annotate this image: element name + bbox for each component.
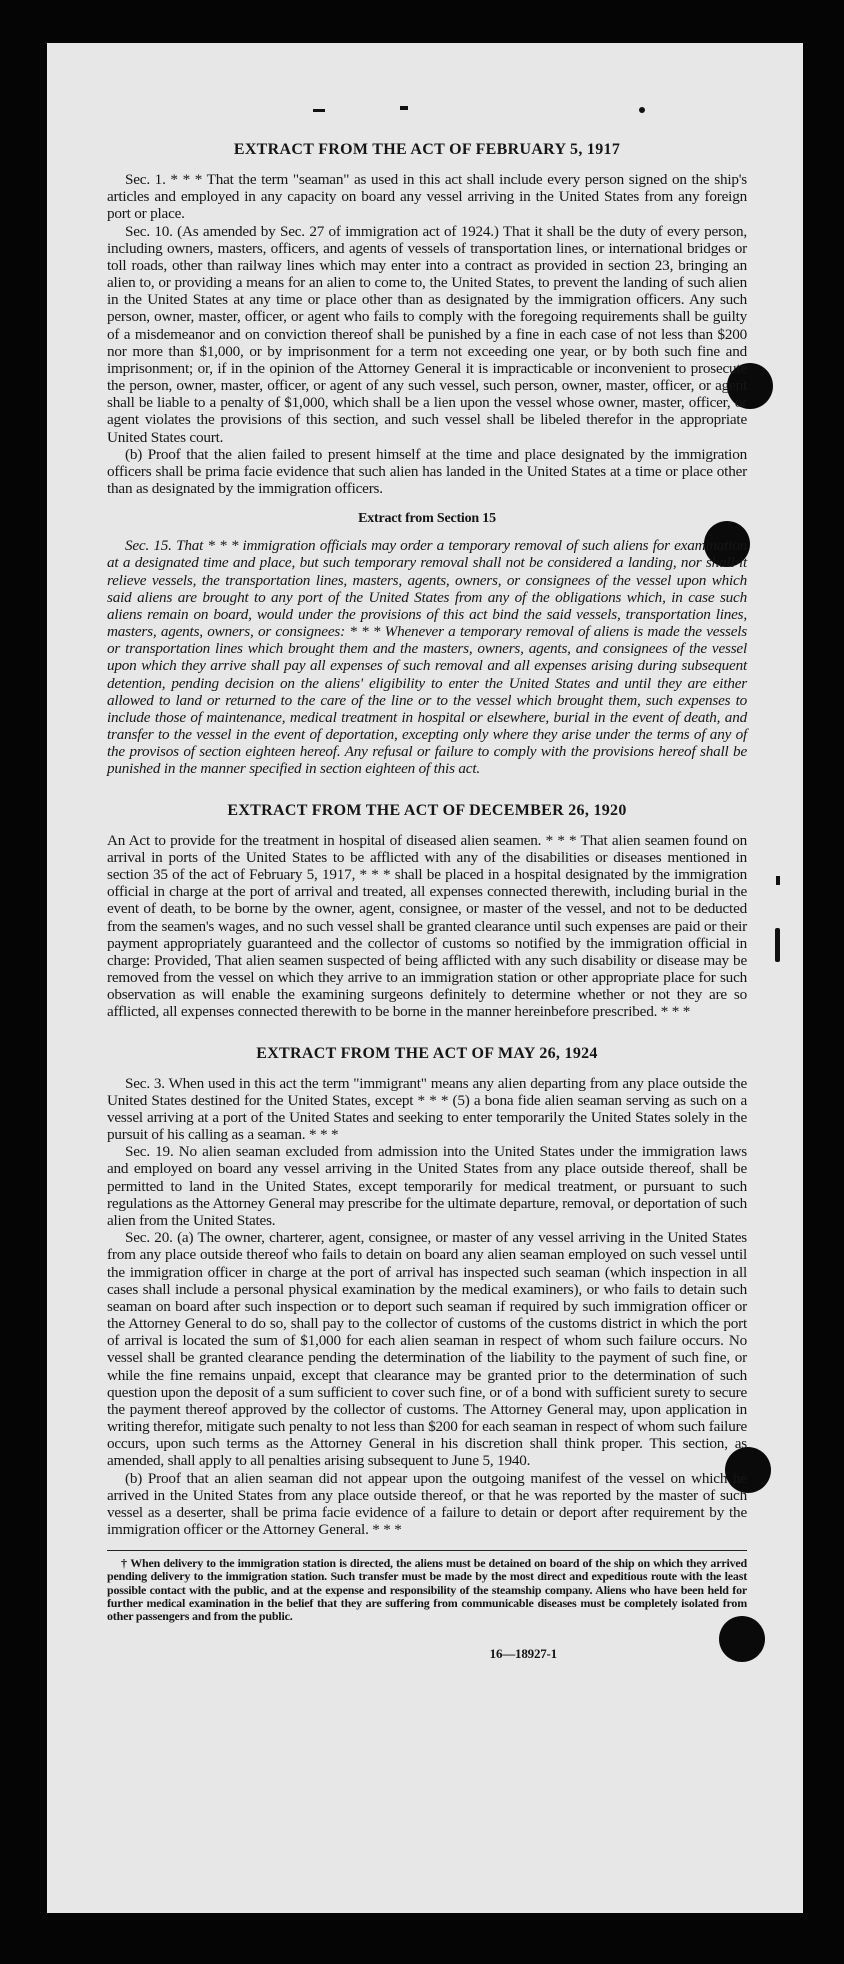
section-subheading: Extract from Section 15 bbox=[358, 511, 496, 527]
section-heading: EXTRACT FROM THE ACT OF MAY 26, 1924 bbox=[256, 1044, 598, 1062]
footnote: † When delivery to the immigration station is directed, the aliens must be detained on board of the ship on which they arrived pending delivery to the immigration station. Such transfer must be made by the most direct and expeditious route with the least possible contact with the public, and at the expense and responsibility of the steamship company. Aliens who have been held for further medical examination in the belief that they are suffering from communicable diseases must be completely isolated from other passengers and from the public. bbox=[107, 1556, 747, 1623]
document-body bbox=[107, 133, 747, 1662]
paragraph: Sec. 10. (As amended by Sec. 27 of immigration act of 1924.) That it shall be the duty of every person, including owners, masters, officers, and agents of vessels of transportation lines, or international bridges or toll roads, other than railway lines which may enter into a contract as provided in section 23, bringing an alien to, or providing a means for an alien to come to, the United States, to prevent the landing of such alien in the United States at any time or place other than as designated by the immigration officers. Any such person, owner, master, officer, or agent who fails to comply with the foregoing requirements shall be guilty of a misdemeanor and on conviction thereof shall be punished by a fine in each case of not less than $200 nor more than $1,000, or by imprisonment for a term not exceeding one year, or by both such fine and imprisonment; or, if in the opinion of the Attorney General it is impracticable or inconvenient to prosecute the person, owner, master, officer, or agent of any such vessel, such person, owner, master, officer, or agent shall be liable to a penalty of $1,000, which shall be a lien upon the vessel whose owner, master, officer, or agent violates the provisions of this section, and such vessel shall be libeled therefor in the appropriate United States court. bbox=[107, 222, 747, 446]
paragraph: (b) Proof that an alien seaman did not appear upon the outgoing manifest of the vessel on which he arrived in the United States from any place outside thereof, or that he was reported by the master of such vessel as a deserter, shall be prima facie evidence of a failure to detain or deport after requirement by the immigration officer or the Attorney General. * * * bbox=[107, 1469, 747, 1539]
section-heading: EXTRACT FROM THE ACT OF DECEMBER 26, 1920 bbox=[227, 801, 627, 819]
paragraph: Sec. 3. When used in this act the term "immigrant" means any alien departing from any place outside the United States destined for the United States, except * * * (5) a bona fide alien seaman serving as such on a vessel arriving at a port of the United States and seeking to enter temporarily the United States solely in the pursuit of his calling as a seaman. * * * bbox=[107, 1074, 747, 1144]
paragraph: Sec. 15. That * * * immigration officials may order a temporary removal of such aliens for examination at a designated time and place, but such temporary removal shall not be considered a landing, nor shall it relieve vessels, the transportation lines, masters, agents, owners, or consignees of the vessel upon which said aliens are brought to any port of the United States from any of the obligations which, in case such aliens remain on board, would under the provisions of this act bind the said vessels, transportation lines, masters, agents, owners, or consignees: * * * Whenever a temporary removal of aliens is made the vessels or transportation lines which brought them and the masters, owners, agents, and consignees of the vessel upon which they arrive shall pay all expenses of such removal and all expenses arising during subsequent detention, pending decision on the aliens' eligibility to enter the United States and until they are either allowed to land or returned to the care of the line or to the vessel which brought them, such expenses to include those of maintenance, medical treatment in hospital or elsewhere, burial in the event of death, and transfer to the vessel in the event of deportation, excepting only where they arise under the terms of any of the provisos of section eighteen hereof. Any refusal or failure to comply with the provisions hereof shall be punished in the manner specified in section eighteen of this act. bbox=[107, 537, 747, 778]
margin-mark bbox=[775, 928, 780, 962]
paragraph: Sec. 20. (a) The owner, charterer, agent, consignee, or master of any vessel arriving in the United States from any place outside thereof who fails to detain on board any alien seaman employed on such vessel until the immigration officer in charge at the port of arrival has inspected such seaman (which inspection in all cases shall include a personal physical examination by the medical examiners), or who fails to detain such seaman on board after such inspection or to deport such seaman if required by such immigration officer or the Attorney General to do so, shall pay to the collector of customs of the customs district in which the port of arrival is located the sum of $1,000 for each alien seaman in respect of whom such failure occurs. No vessel shall be granted clearance pending the determination of the liability to the payment of such fine, or while the fine remains unpaid, except that clearance may be granted prior to the determination of such question upon the deposit of a sum sufficient to cover such fine, or of a bond with sufficient surety to secure the payment thereof approved by the collector of customs. The Attorney General may, upon application in writing therefor, mitigate such penalty to not less than $200 for each seaman in respect of whom such failure occurs, upon such terms as the Attorney General in his discretion shall think proper. This section, as amended, shall apply to all penalties arising subsequent to June 5, 1940. bbox=[107, 1229, 747, 1470]
form-number: 16—18927-1 bbox=[489, 1646, 557, 1662]
paragraph: (b) Proof that the alien failed to present himself at the time and place designated by the immigration officers shall be prima facie evidence that such alien has landed in the United States at a time or place other than as designated by the immigration officers. bbox=[107, 445, 747, 498]
document-page bbox=[47, 43, 803, 1913]
footnote-divider bbox=[107, 1550, 747, 1551]
paragraph: Sec. 19. No alien seaman excluded from admission into the United States under the immigration laws and employed on board any vessel arriving in the United States from any place outside thereof, shall be permitted to land in the United States, except temporarily for medical treatment, or pursuant to such regulations as the Attorney General may prescribe for the ultimate departure, removal, or deportation of such alien from the United States. bbox=[107, 1143, 747, 1229]
paragraph: An Act to provide for the treatment in hospital of diseased alien seamen. * * * That alien seamen found on arrival in ports of the United States to be afflicted with any of the disabilities or diseases mentioned in section 35 of the act of February 5, 1917, * * * shall be placed in a hospital designated by the immigration official in charge at the port of arrival and treated, all expenses connected therewith, including burial in the event of death, to be borne by the owner, agent, consignee, or master of the vessel, and not to be deducted from the seamen's wages, and no such vessel shall be granted clearance until such expenses are paid or their payment appropriately guaranteed and the collector of customs so notified by the immigration official in charge: Provided, That alien seamen suspected of being afflicted with any such disability or disease may be removed from the vessel on which they arrive to an immigration station or other appropriate place for such observation as will enable the examining surgeons definitely to determine whether or not they are so afflicted, all expenses connected therewith to be borne in the manner hereinbefore prescribed. * * * bbox=[107, 831, 747, 1021]
margin-mark bbox=[776, 876, 780, 885]
smudge-mark bbox=[639, 107, 645, 113]
section-heading: EXTRACT FROM THE ACT OF FEBRUARY 5, 1917 bbox=[233, 141, 621, 158]
smudge-mark bbox=[400, 106, 408, 110]
paragraph: Sec. 1. * * * That the term "seaman" as used in this act shall include every person signed on the ship's articles and employed in any capacity on board any vessel arriving in the United States from any foreign port or place. bbox=[107, 171, 747, 223]
smudge-mark bbox=[313, 109, 325, 112]
